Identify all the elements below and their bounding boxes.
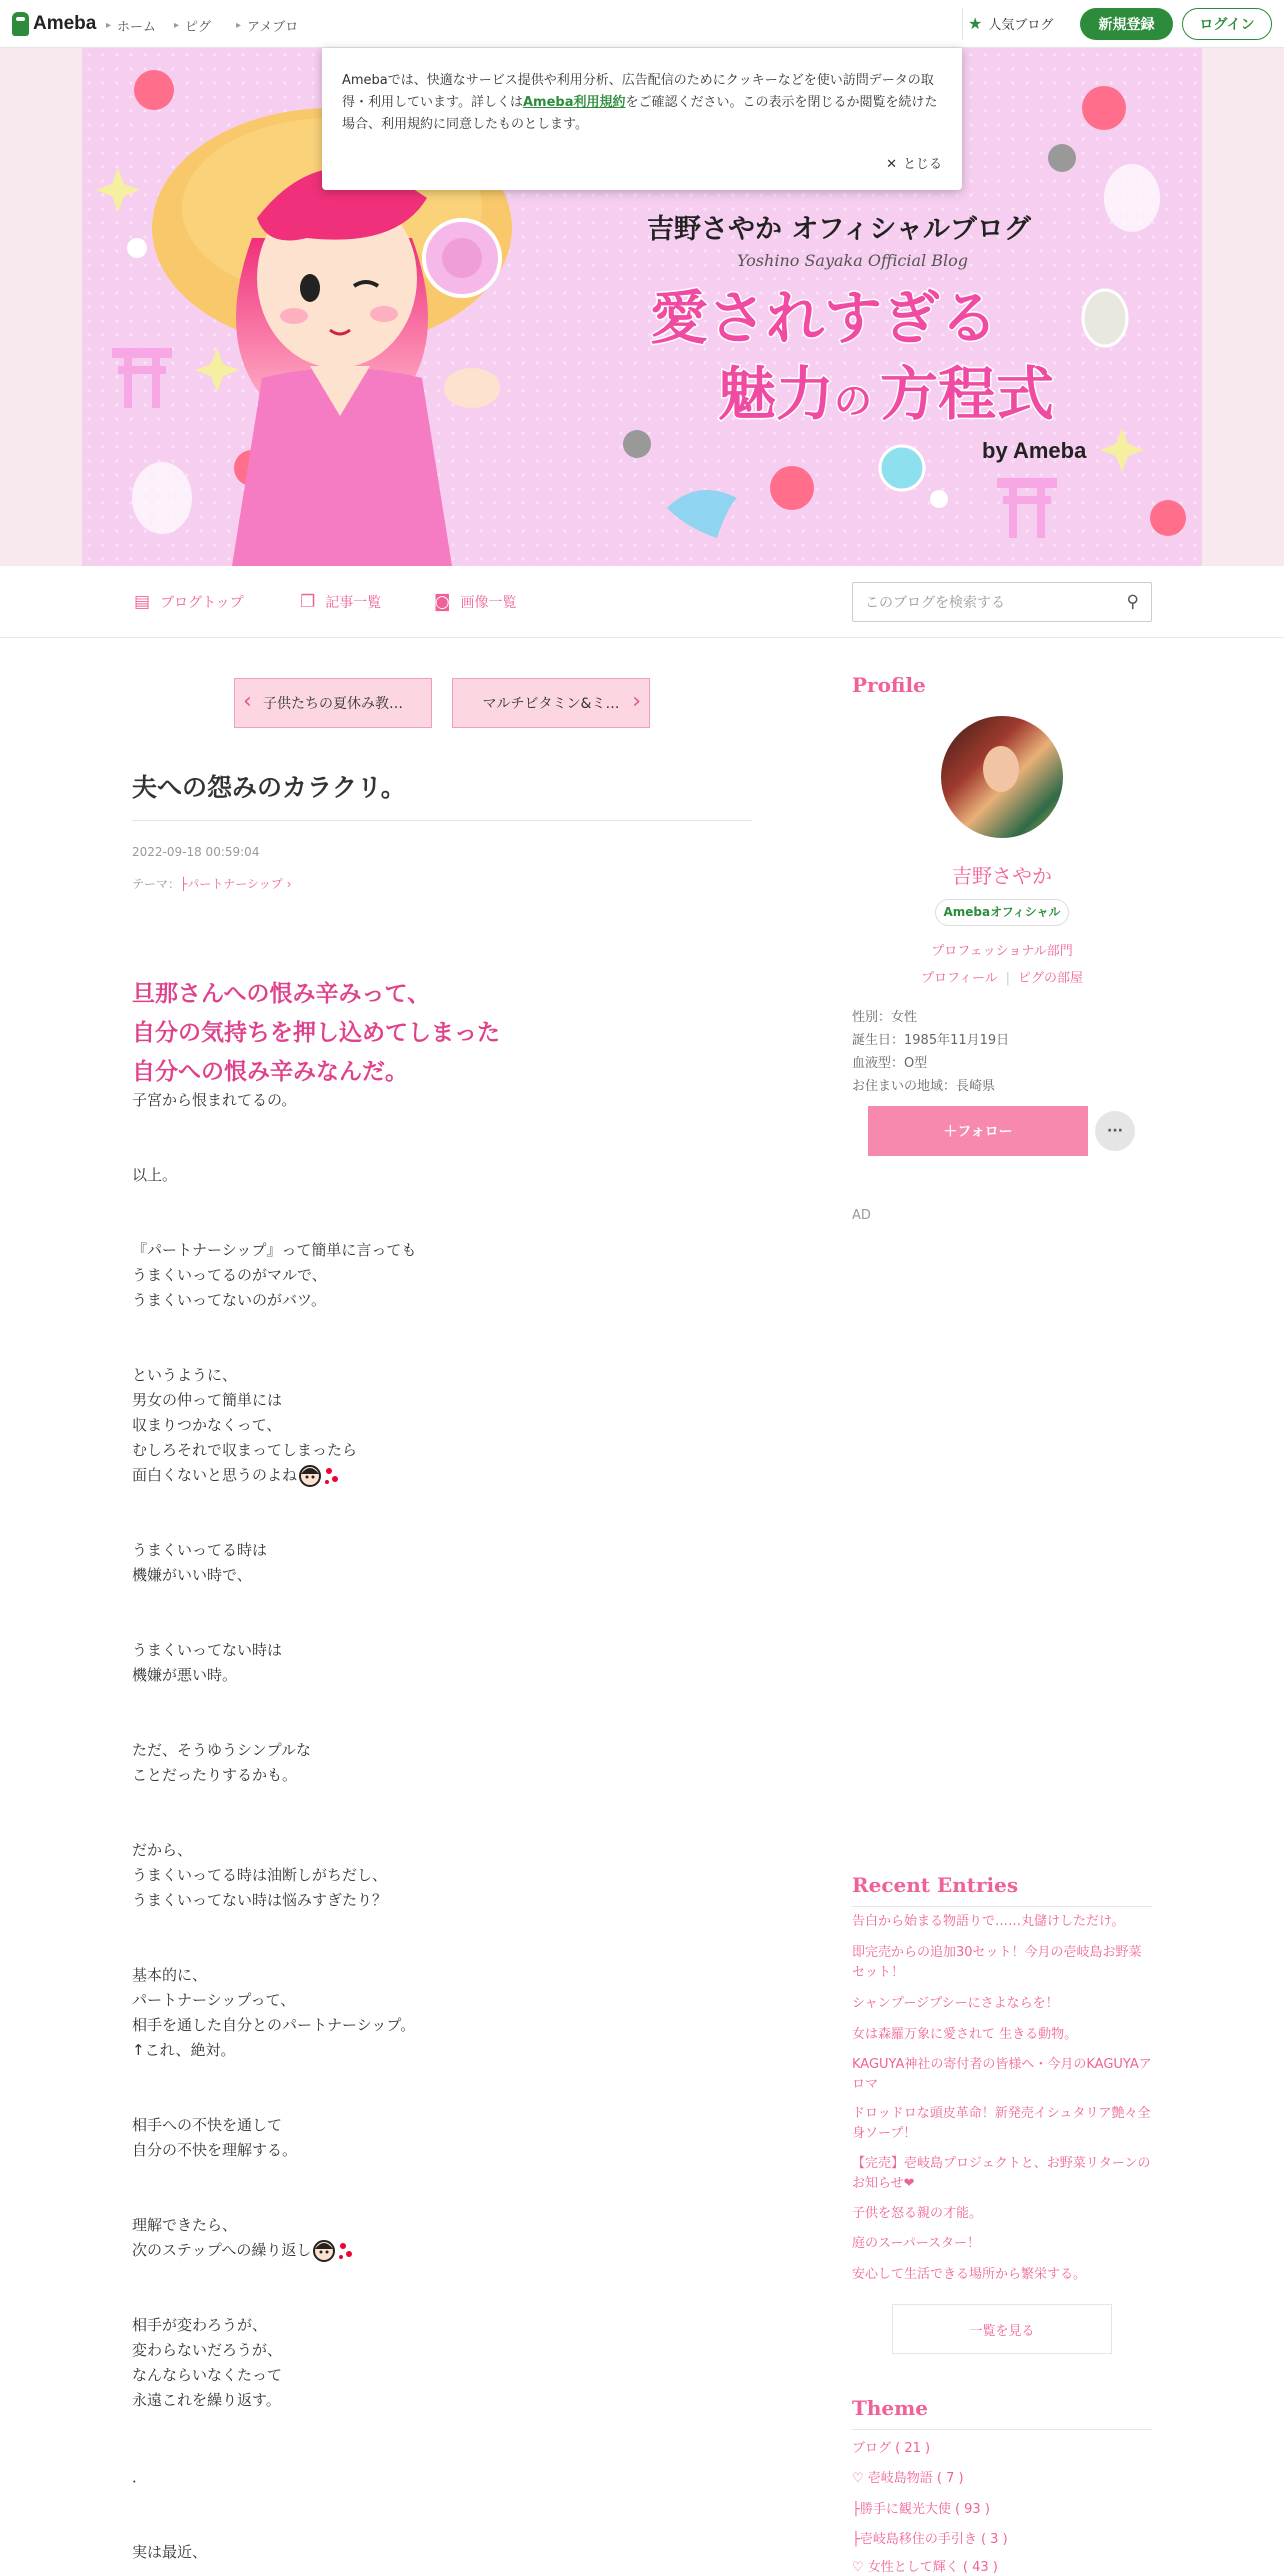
official-badge: Amebaオフィシャル <box>935 899 1069 926</box>
subnav-image-list[interactable]: ◙ 画像一覧 <box>434 592 517 612</box>
profile-gender: 性別：女性 <box>852 1010 918 1025</box>
article-theme: テーマ：├パートナーシップ › <box>132 877 292 891</box>
next-entry-button[interactable]: マルチビタミン&ミ… › <box>452 678 650 728</box>
svg-text:方程式: 方程式 <box>880 360 1055 428</box>
chevron-right-icon: › <box>286 877 292 891</box>
blog-search-input[interactable]: このブログを検索する ⚲ <box>852 582 1152 622</box>
recent-entries-heading: Recent Entries <box>852 1873 1019 1897</box>
article-paragraph: うまくいってない時は 機嫌が悪い時。 <box>132 1641 283 1684</box>
subnav-blog-top[interactable]: ▤ ブログトップ <box>134 592 244 612</box>
recent-entry-link[interactable]: 子供を怒る親の才能。 <box>852 2206 983 2221</box>
girl-emoji-icon <box>313 2240 357 2262</box>
theme-link[interactable]: ├パートナーシップ <box>180 877 283 891</box>
chevron-left-icon: ‹ <box>243 689 252 714</box>
article-paragraph: 実は最近、 <box>132 2543 208 2561</box>
article-title: 夫への怨みのカラクリ。 <box>132 773 406 802</box>
nav-pigg[interactable]: ▸ ピグ <box>174 20 212 35</box>
close-icon: ✕ <box>886 157 897 172</box>
nav-home[interactable]: ▸ ホーム <box>106 20 157 35</box>
profile-birthday: 誕生日：1985年11月19日 <box>852 1033 1010 1048</box>
article-paragraph: 基本的に、 パートナーシップって、 相手を通した自分とのパートナーシップ。 ↑これ、絶対。 <box>132 1966 416 2059</box>
chevron-right-icon: ▸ <box>106 20 112 31</box>
theme-link[interactable]: ├壱岐島移住の手引き ( 3 ) <box>852 2532 1008 2547</box>
blog-subnav <box>0 566 1284 638</box>
recent-entry-link[interactable]: ドロッドロな頭皮革命！新発売イシュタリア艶々全身ソープ！ <box>852 2106 1151 2141</box>
recent-entry-link[interactable]: 告白から始まる物語りで……丸儲けしただけ。 <box>852 1914 1125 1929</box>
profile-link[interactable]: プロフィール <box>920 971 998 986</box>
divider <box>852 1906 1152 1907</box>
svg-text:by Ameba: by Ameba <box>982 438 1087 463</box>
article-paragraph: 子宮から恨まれてるの。 <box>132 1091 297 1109</box>
view-all-entries-button[interactable]: 一覧を見る <box>892 2304 1112 2354</box>
terms-link[interactable]: Ameba利用規約 <box>522 95 626 110</box>
theme-heading: Theme <box>852 2396 929 2420</box>
article-paragraph: というように、 男女の仲って簡単には 収まりつかなくって、 むしろそれで収まってしまったら 面白くないと思うのよね <box>132 1363 357 1488</box>
recent-entry-link[interactable]: 庭のスーパースター！ <box>852 2236 981 2251</box>
document-icon: ▤ <box>134 592 151 612</box>
login-button[interactable]: ログイン <box>1182 8 1272 40</box>
recent-entry-link[interactable]: シャンプージプシーにさよならを！ <box>852 1996 1059 2011</box>
recent-entry-link[interactable]: 【完売】壱岐島プロジェクトと、お野菜リターンのお知らせ❤ <box>852 2156 1151 2191</box>
ameba-logo[interactable]: Ameba <box>12 12 96 36</box>
subnav-entry-list[interactable]: ❐ 記事一覧 <box>300 592 382 612</box>
prev-entry-button[interactable]: ‹ 子供たちの夏休み教… <box>234 678 432 728</box>
article-lead: 旦那さんへの恨み辛みって、 自分の気持ちを押し込めてしまった 自分への恨み辛みなんだ。 <box>132 981 500 1085</box>
global-header <box>0 0 1284 48</box>
theme-link[interactable]: ├勝手に観光大使 ( 93 ) <box>852 2502 990 2517</box>
svg-text:愛されすぎる: 愛されすぎる <box>650 284 999 352</box>
recent-entry-link[interactable]: KAGUYA神社の寄付者の皆様へ・今月のKAGUYAアロマ <box>852 2057 1152 2092</box>
article-paragraph: 『パートナーシップ』って簡単に言っても うまくいってるのがマルで、 うまくいってないのがバツ。 <box>132 1241 417 1309</box>
theme-link[interactable]: ♡ 壱岐島物語 ( 7 ) <box>852 2471 964 2486</box>
profile-bloodtype: 血液型：O型 <box>852 1056 928 1071</box>
avatar[interactable] <box>941 716 1063 838</box>
article-paragraph: うまくいってる時は 機嫌がいい時で、 <box>132 1541 268 1584</box>
popular-blogs-link[interactable]: ★ 人気ブログ <box>968 14 1054 33</box>
svg-text:魅力: 魅力 <box>718 360 835 428</box>
article-date: 2022-09-18 00:59:04 <box>132 845 260 859</box>
theme-link[interactable]: ♡ 女性として輝く ( 43 ) <box>852 2560 998 2575</box>
search-icon[interactable]: ⚲ <box>1126 592 1139 612</box>
pigg-room-link[interactable]: ピグの部屋 <box>1018 971 1084 986</box>
chevron-right-icon: › <box>632 689 641 714</box>
blog-header <box>0 48 1284 566</box>
copy-icon: ❐ <box>300 592 316 612</box>
article-paragraph: だから、 うまくいってる時は油断しがちだし、 うまくいってない時は悩みすぎたり？ <box>132 1841 388 1909</box>
profile-category[interactable]: プロフェッショナル部門 <box>931 944 1073 959</box>
recent-entry-link[interactable]: 即完売からの追加30セット！今月の壱岐島お野菜セット！ <box>852 1945 1142 1980</box>
more-options-button[interactable]: ··· <box>1095 1111 1135 1151</box>
article-paragraph: 理解できたら、 次のステップへの繰り返し <box>132 2213 357 2263</box>
divider <box>852 2429 1152 2430</box>
profile-heading: Profile <box>852 673 926 697</box>
ad-label: AD <box>852 1208 871 1223</box>
article-paragraph: 相手が変わろうが、 変わらないだろうが、 なんならいなくたって 永遠これを繰り返す。 <box>132 2316 283 2409</box>
article-paragraph: ただ、そうゆうシンプルな ことだったりするかも。 <box>132 1741 312 1784</box>
star-icon: ★ <box>968 14 983 33</box>
theme-link[interactable]: ブログ ( 21 ) <box>852 2441 931 2456</box>
article-paragraph: 以上。 <box>132 1166 178 1184</box>
profile-location: お住まいの地域：長崎県 <box>852 1079 996 1094</box>
divider <box>132 820 752 821</box>
follow-button[interactable]: ＋フォロー <box>868 1106 1088 1156</box>
profile-links: プロフィール | ピグの部屋 <box>920 971 1084 986</box>
cookie-close-button[interactable]: ✕ とじる <box>886 154 942 176</box>
girl-emoji-icon <box>299 1465 343 1487</box>
chevron-right-icon: ▸ <box>236 20 242 31</box>
profile-name[interactable]: 吉野さやか <box>952 864 1052 888</box>
article-paragraph: ． <box>132 2468 148 2486</box>
svg-text:Yoshino Sayaka Official Blog: Yoshino Sayaka Official Blog <box>737 251 968 270</box>
svg-text:吉野さやか オフィシャルブログ: 吉野さやか オフィシャルブログ <box>647 214 1031 245</box>
ameba-mascot-icon <box>12 12 29 36</box>
cookie-notice: Amebaでは、快適なサービス提供や利用分析、広告配信のためにクッキーなどを使い訪問データの取得・利用しています。詳しくはAmeba利用規約をご確認ください。この表示を閉じるか閲覧を続けた場合、利用規約に同意したものとします。 ✕ とじる <box>322 48 962 190</box>
divider <box>962 8 963 40</box>
nav-ameblo[interactable]: ▸ アメブロ <box>236 20 299 35</box>
svg-text:の: の <box>834 379 873 423</box>
signup-button[interactable]: 新規登録 <box>1080 8 1173 40</box>
camera-icon: ◙ <box>434 592 451 612</box>
chevron-right-icon: ▸ <box>174 20 180 31</box>
recent-entry-link[interactable]: 女は森羅万象に愛されて 生きる動物。 <box>852 2027 1078 2042</box>
article-paragraph: 相手への不快を通して 自分の不快を理解する。 <box>132 2116 298 2159</box>
recent-entry-link[interactable]: 安心して生活できる場所から繁栄する。 <box>852 2267 1087 2282</box>
